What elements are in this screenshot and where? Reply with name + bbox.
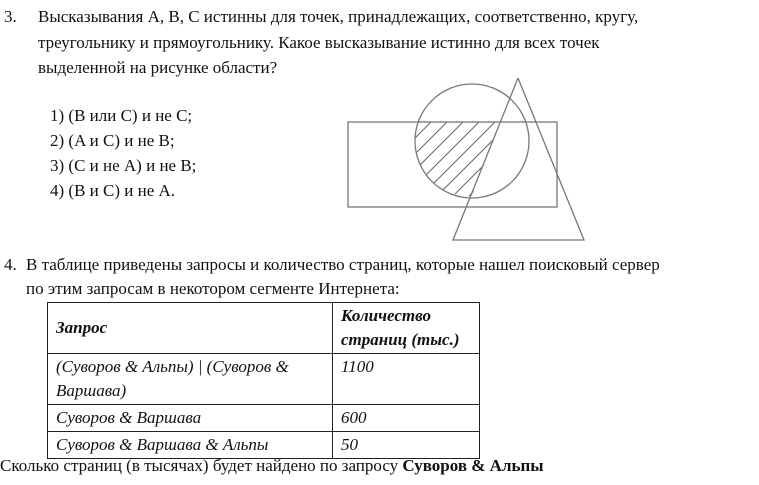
- table-row: [48, 354, 480, 405]
- question-4-number: 4.: [4, 255, 17, 274]
- answer-option-2: 2) (A и C) и не B;: [50, 131, 175, 150]
- table-row: [48, 405, 480, 432]
- row-count: 600: [333, 405, 480, 432]
- answer-option-4: 4) (B и C) и не A.: [50, 181, 176, 200]
- question-3-text-line-3: выделенной на рисунке области?: [38, 58, 278, 77]
- table-header-row: [48, 303, 480, 354]
- row-query: (Суворов & Альпы) | (Суворов & Варшава): [48, 354, 333, 405]
- venn-figure: [345, 78, 595, 244]
- triangle-shape: [453, 78, 584, 240]
- question-4-text-line-1: В таблице приведены запросы и количество страниц, которые нашел поисковый сервер: [26, 255, 660, 274]
- row-count: 50: [333, 432, 480, 459]
- header-query: Запрос: [48, 303, 333, 354]
- answer-option-3: 3) (C и не A) и не B;: [50, 156, 197, 175]
- requests-table: [47, 302, 480, 459]
- final-question-query: Суворов & Альпы: [402, 456, 544, 475]
- header-count: Количество страниц (тыс.): [333, 303, 480, 354]
- question-4-text-line-2: по этим запросам в некотором сегменте Интернета:: [26, 279, 400, 298]
- question-3-text-line-2: треугольнику и прямоугольнику. Какое высказывание истинно для всех точек: [38, 33, 600, 52]
- question-3-text-line-1: Высказывания A, B, C истинны для точек, принадлежащих, соответственно, кругу,: [38, 7, 639, 26]
- row-query: Суворов & Варшава: [48, 405, 333, 432]
- final-question-text: Сколько страниц (в тысячах) будет найдено по запросу: [0, 456, 399, 475]
- row-query: Суворов & Варшава & Альпы: [48, 432, 333, 459]
- answer-option-1: 1) (B или C) и не C;: [50, 106, 193, 125]
- question-4-final-line: [0, 455, 544, 477]
- row-count: 1100: [333, 354, 480, 405]
- circle-shape: [415, 84, 529, 198]
- question-3-number: 3.: [4, 7, 17, 26]
